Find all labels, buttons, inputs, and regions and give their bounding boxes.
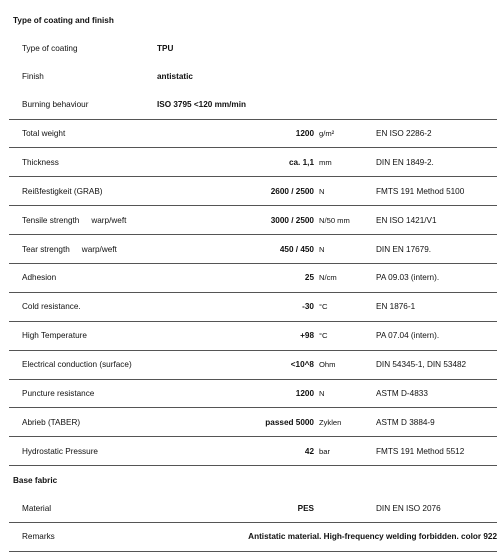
property-row: [9, 119, 497, 148]
property-row: [9, 379, 497, 408]
property-value: -30: [157, 292, 319, 321]
property-standard: ASTM D-4833: [373, 379, 497, 408]
property-label: Electrical conduction (surface): [22, 360, 132, 370]
property-value: +98: [157, 321, 319, 350]
material-value: PES: [297, 503, 314, 513]
property-value: 42: [157, 437, 319, 466]
property-unit: N: [319, 177, 373, 206]
property-condition: warp/weft: [91, 215, 127, 225]
property-standard: ASTM D 3884-9: [373, 408, 497, 437]
coating-type-row: [9, 35, 497, 63]
property-unit: Ohm: [319, 350, 373, 379]
coating-section-title: Type of coating and finish: [13, 16, 114, 26]
property-standard: EN ISO 1421/V1: [373, 206, 497, 235]
property-label: Cold resistance.: [22, 302, 81, 312]
property-unit: g/m²: [319, 119, 373, 148]
spec-table: [9, 7, 497, 552]
property-label: Reißfestigkeit (GRAB): [22, 186, 103, 196]
burning-row: [9, 91, 497, 119]
property-value: 2600 / 2500: [157, 177, 319, 206]
remarks-value: Antistatic material. High-frequency welding forbidden. color 922: [157, 523, 497, 552]
property-label: Puncture resistance: [22, 389, 95, 399]
remarks-label: Remarks: [9, 523, 157, 552]
property-unit: Zyklen: [319, 408, 373, 437]
coating-type-value: TPU: [157, 44, 174, 54]
property-label: Hydrostatic Pressure: [22, 446, 98, 456]
property-row: [9, 235, 497, 264]
finish-row: [9, 63, 497, 91]
property-row: [9, 437, 497, 466]
property-unit: N/50 mm: [319, 206, 373, 235]
property-value: <10^8: [157, 350, 319, 379]
property-condition: warp/weft: [81, 244, 117, 254]
property-standard: EN 1876-1: [373, 292, 497, 321]
coating-section-header: [9, 7, 497, 35]
property-label: Adhesion: [22, 273, 57, 283]
property-unit: mm: [319, 148, 373, 177]
property-row: [9, 177, 497, 206]
finish-label: Finish: [22, 72, 44, 82]
property-row: [9, 350, 497, 379]
property-unit: °C: [319, 292, 373, 321]
burning-value: ISO 3795 <120 mm/min: [157, 100, 246, 110]
property-standard: EN ISO 2286-2: [373, 119, 497, 148]
property-standard: PA 07.04 (intern).: [373, 321, 497, 350]
property-value: 1200: [157, 379, 319, 408]
property-unit: N: [319, 235, 373, 264]
property-value: 450 / 450: [157, 235, 319, 264]
property-value: ca. 1,1: [157, 148, 319, 177]
property-value: 1200: [157, 119, 319, 148]
coating-type-label: Type of coating: [22, 44, 78, 54]
property-standard: DIN 54345-1, DIN 53482: [373, 350, 497, 379]
properties-list: [9, 119, 497, 466]
property-unit: °C: [319, 321, 373, 350]
property-value: passed 5000: [157, 408, 319, 437]
property-standard: PA 09.03 (intern).: [373, 264, 497, 293]
material-standard: DIN EN ISO 2076: [376, 503, 441, 513]
property-row: [9, 206, 497, 235]
finish-value: antistatic: [157, 72, 193, 82]
property-unit: N: [319, 379, 373, 408]
property-row: [9, 292, 497, 321]
property-label: Thickness: [22, 157, 59, 167]
burning-label: Burning behaviour: [22, 100, 89, 110]
property-unit: N/cm: [319, 264, 373, 293]
material-row: [9, 494, 497, 522]
property-label: Tear strength: [22, 244, 70, 254]
property-label: High Temperature: [22, 331, 87, 341]
property-label: Abrieb (TABER): [22, 417, 81, 427]
remarks-row: [9, 523, 497, 552]
property-label: Tensile strength: [22, 215, 80, 225]
base-section-title: Base fabric: [9, 466, 497, 494]
property-value: 3000 / 2500: [157, 206, 319, 235]
property-value: 25: [157, 264, 319, 293]
property-row: [9, 321, 497, 350]
material-label: Material: [22, 503, 52, 513]
property-unit: bar: [319, 437, 373, 466]
property-standard: FMTS 191 Method 5100: [373, 177, 497, 206]
property-standard: DIN EN 17679.: [373, 235, 497, 264]
property-standard: DIN EN 1849-2.: [373, 148, 497, 177]
property-standard: FMTS 191 Method 5512: [373, 437, 497, 466]
property-label: Total weight: [22, 129, 66, 138]
property-row: [9, 148, 497, 177]
property-row: [9, 408, 497, 437]
property-row: [9, 264, 497, 293]
base-section-header: [9, 466, 497, 494]
